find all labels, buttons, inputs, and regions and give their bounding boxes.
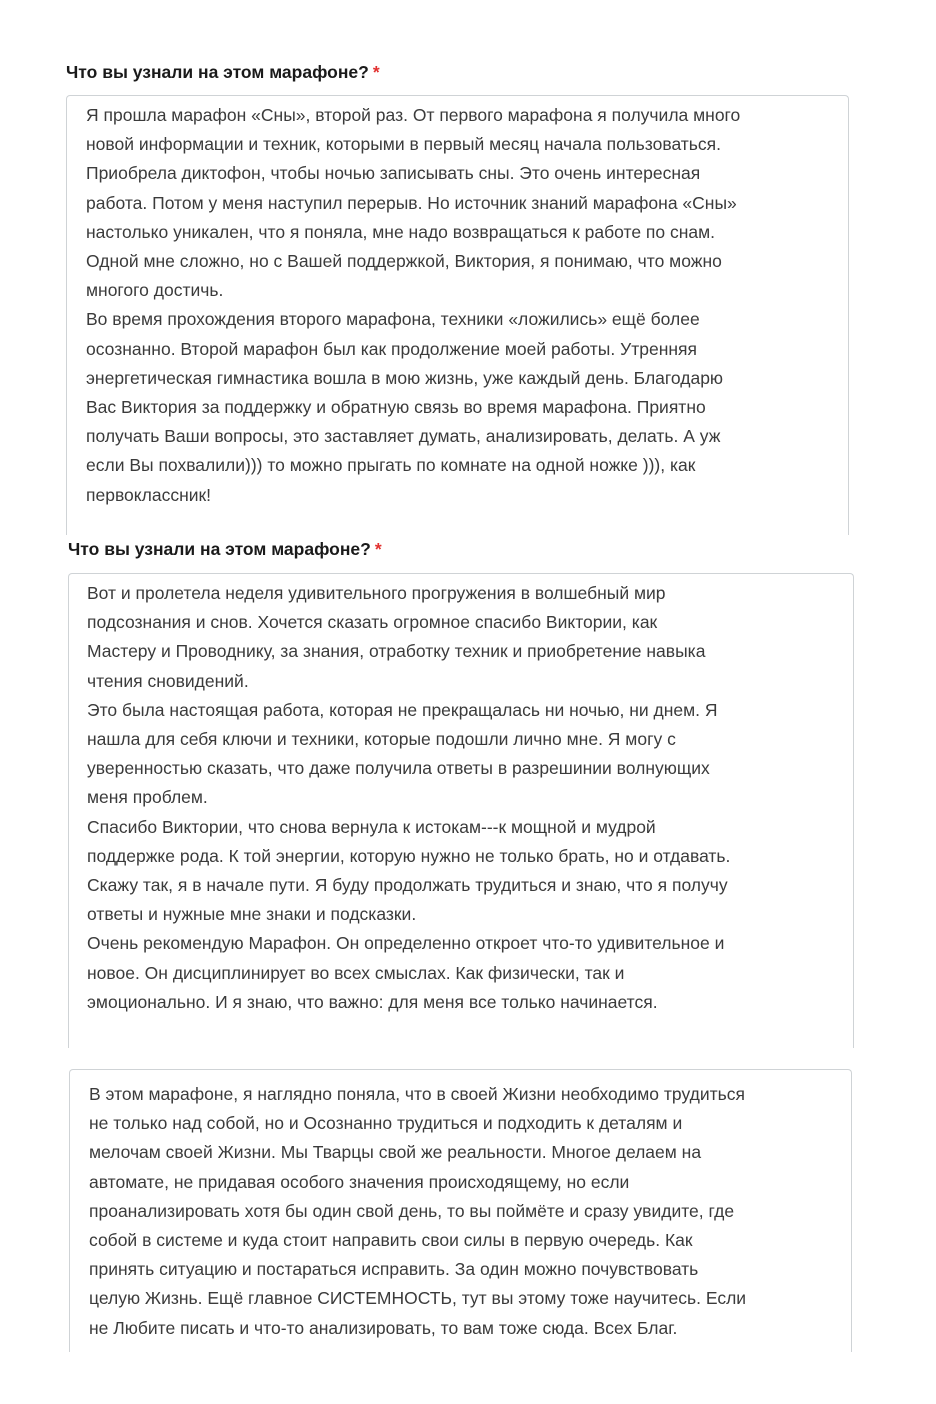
answer-line: работа. Потом у меня наступил перерыв. Но источник знаний марафона «Сны» (86, 192, 737, 213)
answer-line: Очень рекомендую Марафон. Он определенно откроет что-то удивительное и (87, 933, 725, 954)
question-text: Что вы узнали на этом марафоне? (68, 539, 371, 559)
answer-line: осознанно. Второй марафон был как продолжение моей работы. Утренняя (86, 338, 697, 359)
question-label (66, 62, 380, 83)
answer-line: Я прошла марафон «Сны», второй раз. От первого марафона я получила много (86, 105, 741, 125)
answer-line: Вас Виктория за поддержку и обратную связь во время марафона. Приятно (86, 397, 706, 418)
answer-textarea[interactable] (66, 95, 849, 535)
answer-line: автомате, не придавая особого значения происходящему, но если (89, 1171, 630, 1192)
answer-line: собой в системе и куда стоит направить свои силы в первую очередь. Как (89, 1230, 693, 1251)
answer-line: принять ситуацию и постараться исправить. За один можно почувствовать (89, 1259, 699, 1280)
answer-line: Вот и пролетела неделя удивительного прогружения в волшебный мир (87, 583, 666, 603)
answer-line: нашла для себя ключи и техники, которые подошли лично мне. Я могу с (87, 729, 676, 750)
answer-line: Скажу так, я в начале пути. Я буду продолжать трудиться и знаю, что я получу (87, 875, 728, 896)
answer-line: Спасибо Виктории, что снова вернула к истокам---к мощной и мудрой (87, 816, 656, 837)
answer-line: чтения сновидений. (87, 670, 249, 691)
answer-line: Одной мне сложно, но с Вашей поддержкой, Виктория, я понимаю, что можно (86, 251, 722, 272)
answer-textarea[interactable] (68, 573, 854, 1048)
answer-line: поддержке рода. К той энергии, которую нужно не только брать, но и отдавать. (87, 845, 731, 866)
answer-line: целую Жизнь. Ещё главное СИСТЕМНОСТЬ, тут вы этому тоже научитесь. Если (89, 1288, 747, 1309)
answer-line: уверенностью сказать, что даже получила ответы в разрешинии волнующих (87, 758, 710, 779)
answer-line: Приобрела диктофон, чтобы ночью записывать сны. Это очень интересная (86, 163, 701, 184)
required-asterisk: * (372, 62, 380, 82)
answer-line: новое. Он дисциплинирует во всех смыслах. Как физически, так и (87, 962, 625, 983)
answer-textarea[interactable] (69, 1069, 852, 1352)
answer-line: мелочам своей Жизни. Мы Тварцы свой же реальности. Многое делаем на (89, 1142, 702, 1163)
answer-line: подсознания и снов. Хочется сказать огромное спасибо Виктории, как (87, 612, 658, 633)
answer-line: если Вы похвалили))) то можно прыгать по комнате на одной ножке ))), как (86, 455, 696, 476)
answer-line: проанализировать хотя бы один свой день, то вы поймёте и сразу увидите, где (89, 1200, 735, 1221)
answer-line: настолько уникален, что я поняла, мне надо возвращаться к работе по снам. (86, 221, 716, 242)
answer-line: ответы и нужные мне знаки и подсказки. (87, 904, 417, 925)
required-asterisk: * (374, 539, 382, 559)
question-text: Что вы узнали на этом марафоне? (66, 62, 369, 82)
answer-line: не только над собой, но и Осознанно трудиться и подходить к деталям и (89, 1113, 683, 1134)
answer-line: многого достичь. (86, 280, 224, 301)
answer-line: энергетическая гимнастика вошла в мою жизнь, уже каждый день. Благодарю (86, 367, 724, 388)
answer-line: получать Ваши вопросы, это заставляет думать, анализировать, делать. А уж (86, 426, 721, 447)
answer-line: меня проблем. (87, 787, 208, 808)
answer-line: Это была настоящая работа, которая не прекращалась ни ночью, ни днем. Я (87, 699, 718, 720)
answer-line: эмоционально. И я знаю, что важно: для меня все только начинается. (87, 991, 658, 1012)
answer-line: не Любите писать и что-то анализировать, то вам тоже сюда. Всех Благ. (89, 1317, 678, 1338)
question-label (68, 539, 382, 560)
answer-line: Во время прохождения второго марафона, техники «ложились» ещё более (86, 309, 700, 330)
answer-line: первоклассник! (86, 484, 212, 505)
answer-line: новой информации и техник, которыми в первый месяц начала пользоваться. (86, 134, 722, 155)
answer-line: В этом марафоне, я наглядно поняла, что в своей Жизни необходимо трудиться (89, 1084, 745, 1104)
answer-line: Мастеру и Проводнику, за знания, отработку техник и приобретение навыка (87, 641, 706, 662)
